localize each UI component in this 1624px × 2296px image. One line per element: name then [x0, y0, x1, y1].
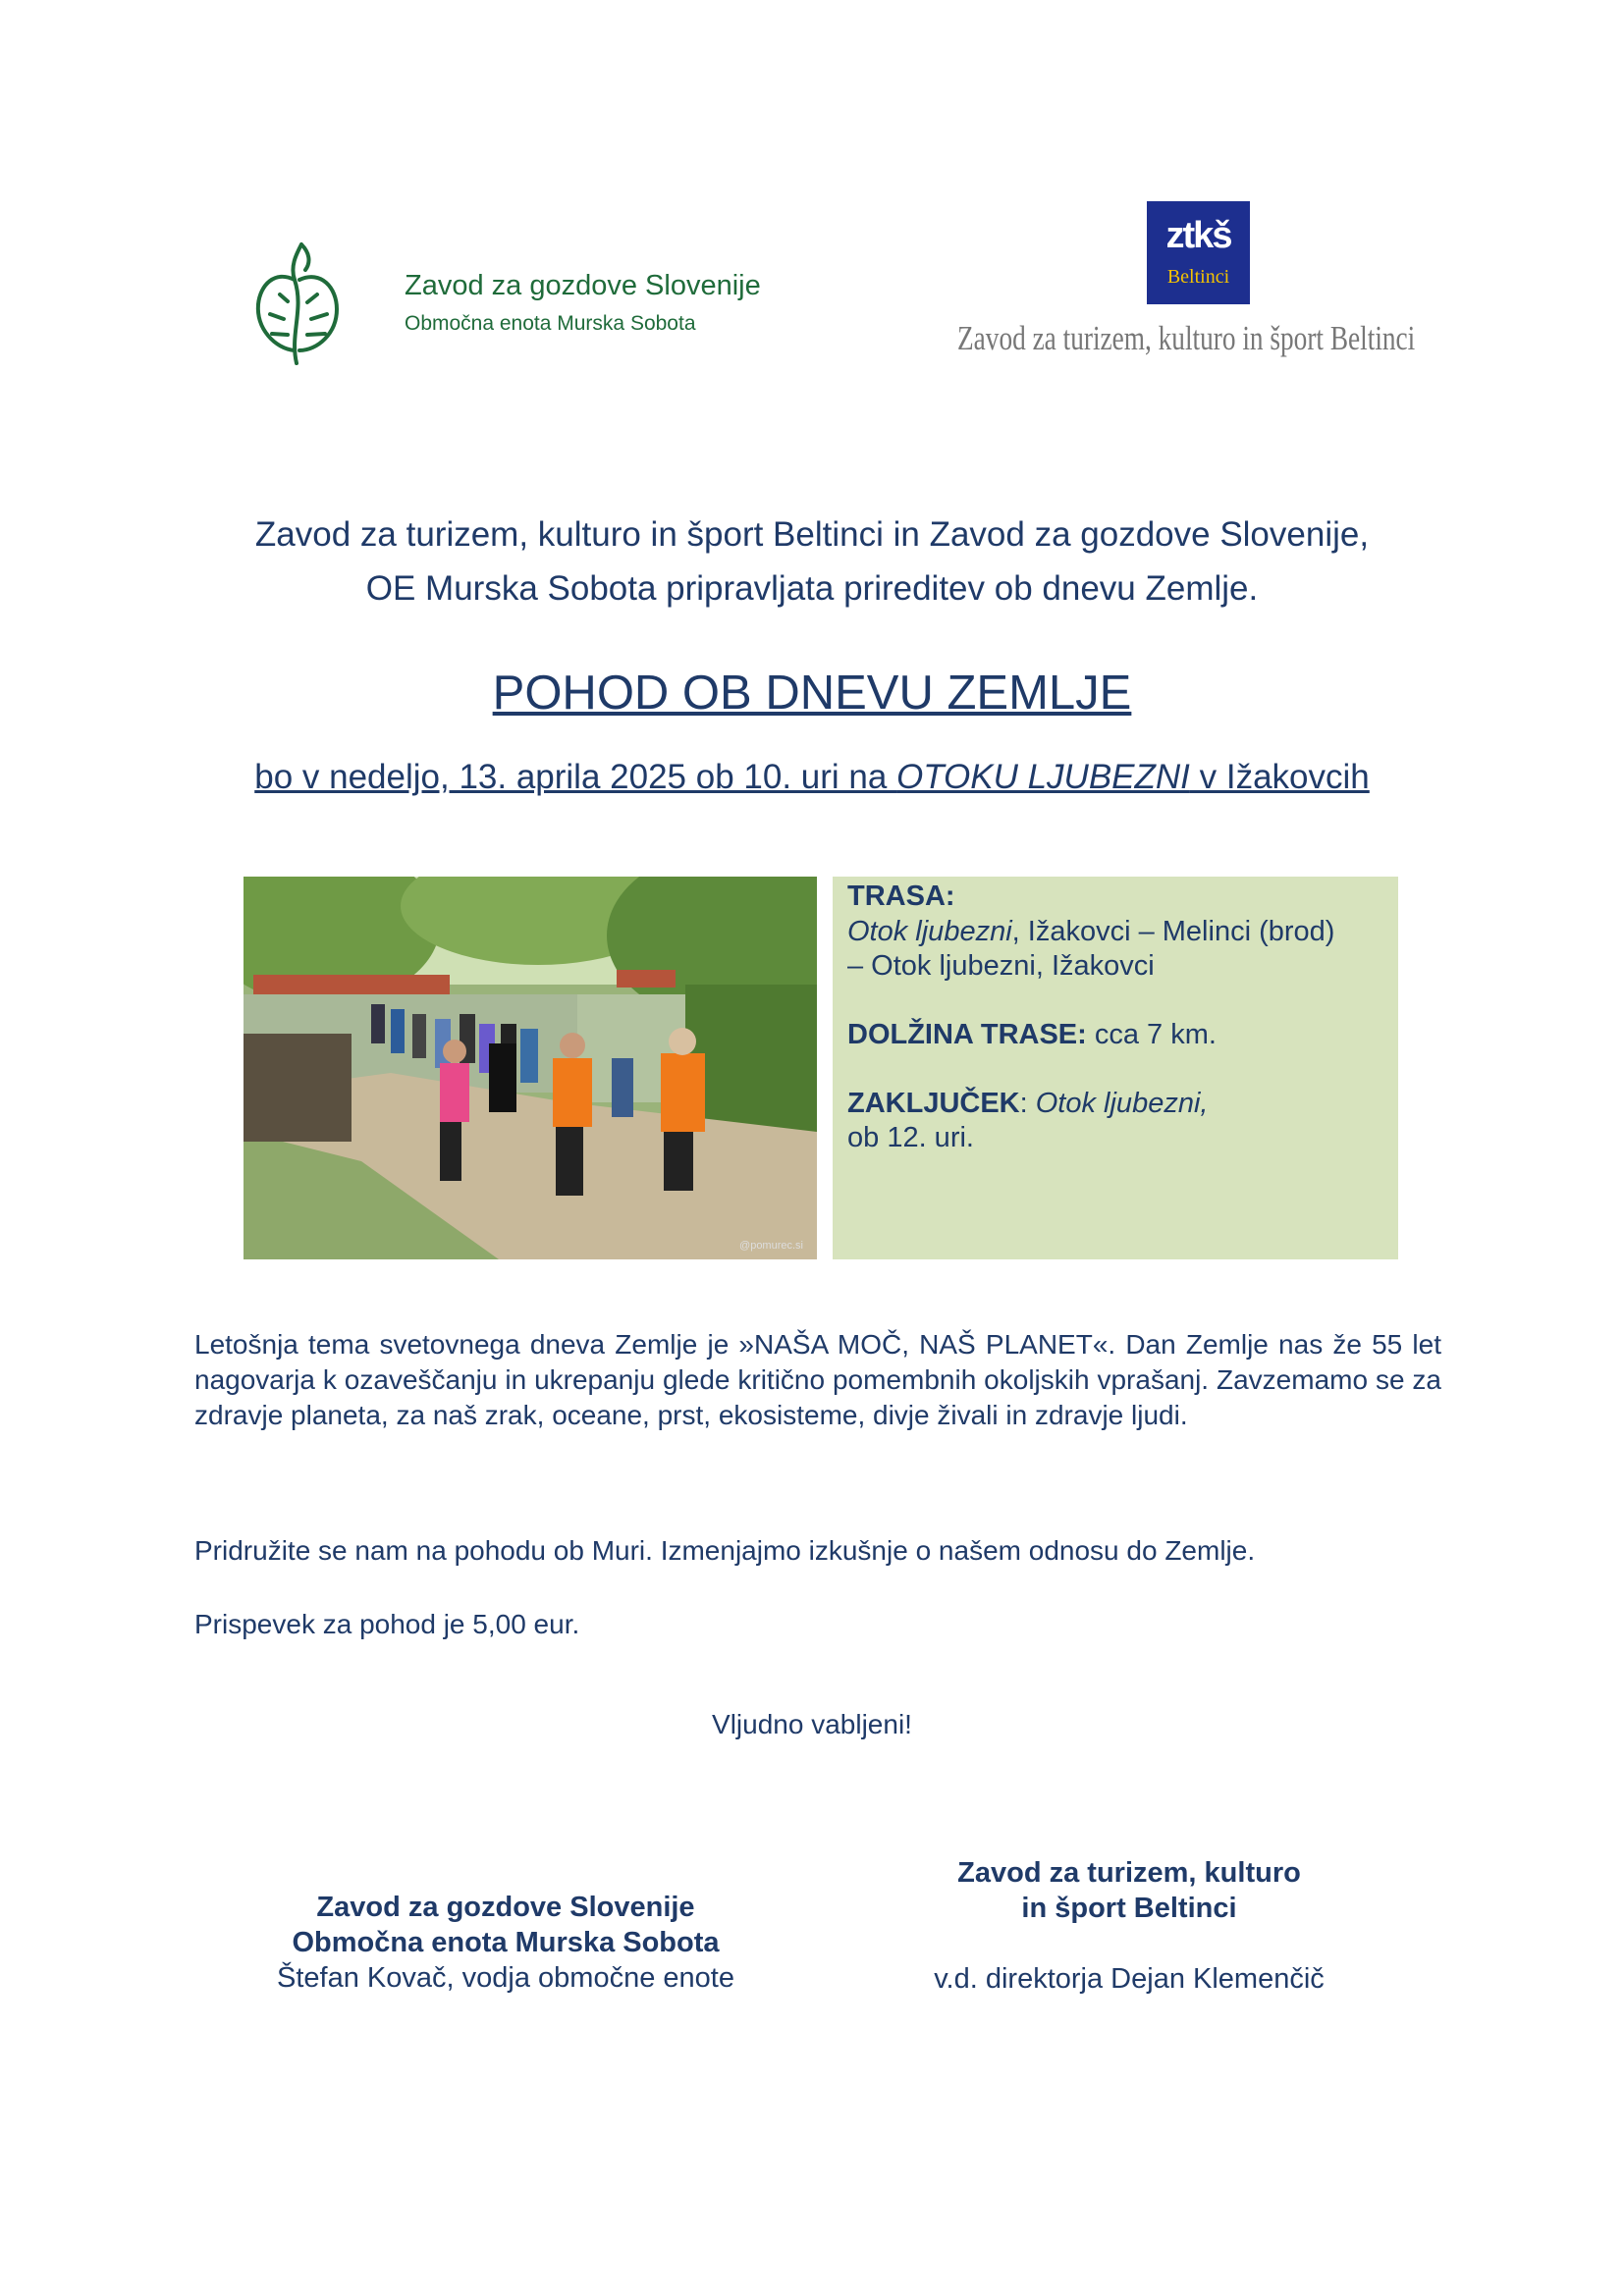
ztks-logo-fullname: Zavod za turizem, kulturo in šport Beltinci — [957, 319, 1416, 357]
route-line-1-rest: , Ižakovci – Melinci (brod) — [1011, 916, 1335, 947]
signature-right-person: v.d. direktorja Dejan Klemenčič — [934, 1963, 1325, 1995]
hikers-photo — [244, 877, 817, 1259]
zgs-logo — [250, 236, 800, 373]
route-end-label: ZAKLJUČEK — [847, 1088, 1020, 1119]
event-title: POHOD OB DNEVU ZEMLJE — [492, 667, 1132, 720]
route-start: Otok ljubezni — [847, 916, 1012, 947]
leaf-tree-icon — [250, 240, 344, 368]
route-line-2: – Otok ljubezni, Ižakovci — [847, 950, 1155, 982]
route-line-1 — [847, 916, 1334, 948]
route-end-sep: : — [1019, 1088, 1036, 1119]
event-when — [0, 758, 1624, 797]
invitation-line: Vljudno vabljeni! — [712, 1709, 912, 1739]
signature-left-person: Štefan Kovač, vodja območne enote — [277, 1962, 734, 1994]
zgs-logo-unit: Območna enota Murska Sobota — [405, 312, 696, 335]
signature-right — [874, 1855, 1384, 1997]
zgs-logo-name: Zavod za gozdove Slovenije — [405, 270, 761, 301]
route-length-label: DOLŽINA TRASE: — [847, 1019, 1087, 1050]
ztks-logo-letters: ztkš — [1165, 215, 1231, 256]
intro-line-1: Zavod za turizem, kulturo in šport Beltinci in Zavod za gozdove Slovenije, — [254, 515, 1370, 554]
event-when-place: OTOKU LJUBEZNI — [896, 758, 1190, 796]
signature-right-org-1: Zavod za turizem, kulturo — [957, 1857, 1301, 1889]
route-end — [847, 1088, 1208, 1120]
event-when-prefix: bo v nedeljo, 13. aprila 2025 ob 10. uri na — [254, 758, 897, 796]
route-label: TRASA: — [847, 881, 955, 912]
body-paragraph-theme: Letošnja tema svetovnega dneva Zemlje je »NAŠA MOČ, NAŠ PLANET«. Dan Zemlje nas že 55 let nagovarja k ozaveščanju in ukrepanju glede kritično pomembnih okoljskih vprašanj. Zavzemamo se za zdravje planeta, za naš zrak, oceane, prst, ekosisteme, divje živali in zdravje ljudi. — [194, 1329, 1441, 1430]
route-end-time: ob 12. uri. — [847, 1122, 974, 1153]
intro-line-2: OE Murska Sobota pripravljata prireditev ob dnevu Zemlje. — [365, 569, 1259, 608]
ztks-logo — [1147, 201, 1250, 304]
signature-left-unit: Območna enota Murska Sobota — [292, 1927, 720, 1958]
body-paragraph-fee: Prispevek za pohod je 5,00 eur. — [194, 1609, 580, 1639]
event-when-suffix: v Ižakovcih — [1189, 758, 1370, 796]
signature-left — [245, 1890, 766, 1996]
photo-credit: @pomurec.si — [739, 1240, 803, 1252]
route-length-value: cca 7 km. — [1086, 1019, 1217, 1050]
signature-right-spacer — [874, 1926, 1384, 1961]
route-info-box — [833, 877, 1398, 1259]
route-end-place: Otok ljubezni, — [1035, 1088, 1209, 1119]
ztks-logo-place: Beltinci — [1166, 266, 1230, 288]
signature-left-org: Zavod za gozdove Slovenije — [316, 1892, 695, 1923]
route-length — [847, 1019, 1217, 1051]
signature-right-org-2: in šport Beltinci — [1021, 1893, 1237, 1924]
body-paragraph-join: Pridružite se nam na pohodu ob Muri. Izmenjajmo izkušnje o našem odnosu do Zemlje. — [194, 1535, 1256, 1566]
hikers-photo-illustration — [244, 877, 817, 1259]
